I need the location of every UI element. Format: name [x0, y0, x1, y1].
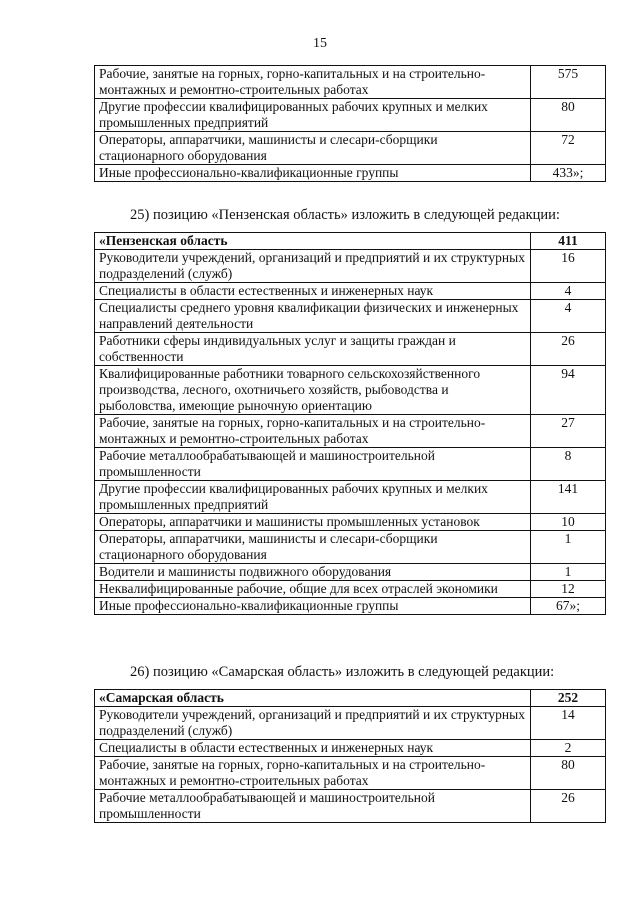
amendment-paragraph-26: 26) позицию «Самарская область» изложить в следующей редакции:: [130, 664, 555, 680]
table-row: [95, 250, 606, 283]
table-row: [95, 757, 606, 790]
region-total: 411: [531, 233, 606, 250]
region-name: «Самарская область: [95, 690, 531, 707]
samara-region-table: [94, 689, 606, 823]
table-row: [95, 564, 606, 581]
row-value: 4: [531, 300, 606, 333]
row-label: Специалисты в области естественных и инженерных наук: [95, 283, 531, 300]
row-value: 141: [531, 481, 606, 514]
row-value: 26: [531, 790, 606, 823]
row-value: 575: [531, 66, 606, 99]
row-value: 10: [531, 514, 606, 531]
table-row: [95, 132, 606, 165]
table-row: [95, 790, 606, 823]
table-row: [95, 598, 606, 615]
row-value: 27: [531, 415, 606, 448]
row-value: 94: [531, 366, 606, 415]
table-row: [95, 514, 606, 531]
row-label: Иные профессионально-квалификационные группы: [95, 598, 531, 615]
continued-table: [94, 65, 606, 182]
penza-region-table: [94, 232, 606, 615]
table-row: [95, 283, 606, 300]
row-label: Рабочие металлообрабатывающей и машиностроительной промышленности: [95, 790, 531, 823]
table-row: [95, 481, 606, 514]
row-label: Квалифицированные работники товарного сельскохозяйственного производства, лесного, охотничьего хозяйств, рыбоводства и рыболовства, имеющие рыночную ориентацию: [95, 366, 531, 415]
row-label: Рабочие, занятые на горных, горно-капитальных и на строительно-монтажных и ремонтно-строительных работах: [95, 66, 531, 99]
table-row: [95, 581, 606, 598]
table-row: [95, 707, 606, 740]
row-value: 2: [531, 740, 606, 757]
table-row: [95, 66, 606, 99]
row-label: Другие профессии квалифицированных рабочих крупных и мелких промышленных предприятий: [95, 99, 531, 132]
amendment-paragraph-25: 25) позицию «Пензенская область» изложить в следующей редакции:: [130, 207, 560, 223]
row-value: 16: [531, 250, 606, 283]
row-label: Рабочие, занятые на горных, горно-капитальных и на строительно-монтажных и ремонтно-строительных работах: [95, 757, 531, 790]
page-number: 15: [313, 36, 327, 51]
row-label: Другие профессии квалифицированных рабочих крупных и мелких промышленных предприятий: [95, 481, 531, 514]
table-row: [95, 333, 606, 366]
row-label: Операторы, аппаратчики и машинисты промышленных установок: [95, 514, 531, 531]
row-label: Операторы, аппаратчики, машинисты и слесари-сборщики стационарного оборудования: [95, 531, 531, 564]
table-row: [95, 300, 606, 333]
row-label: Иные профессионально-квалификационные группы: [95, 165, 531, 182]
row-value: 4: [531, 283, 606, 300]
table-row: [95, 165, 606, 182]
table-row: [95, 415, 606, 448]
table-row: [95, 448, 606, 481]
row-label: Специалисты в области естественных и инженерных наук: [95, 740, 531, 757]
row-value: 433»;: [531, 165, 606, 182]
table-row: [95, 366, 606, 415]
row-value: 14: [531, 707, 606, 740]
table-row: [95, 99, 606, 132]
row-label: Руководители учреждений, организаций и предприятий и их структурных подразделений (служб): [95, 707, 531, 740]
region-name: «Пензенская область: [95, 233, 531, 250]
row-value: 80: [531, 99, 606, 132]
table-row: [95, 531, 606, 564]
row-label: Работники сферы индивидуальных услуг и защиты граждан и собственности: [95, 333, 531, 366]
row-value: 67»;: [531, 598, 606, 615]
table-row: [95, 740, 606, 757]
row-value: 1: [531, 531, 606, 564]
row-value: 12: [531, 581, 606, 598]
row-value: 72: [531, 132, 606, 165]
region-total: 252: [531, 690, 606, 707]
row-label: Специалисты среднего уровня квалификации физических и инженерных направлений деятельности: [95, 300, 531, 333]
row-label: Рабочие, занятые на горных, горно-капитальных и на строительно-монтажных и ремонтно-строительных работах: [95, 415, 531, 448]
row-value: 1: [531, 564, 606, 581]
row-label: Рабочие металлообрабатывающей и машиностроительной промышленности: [95, 448, 531, 481]
table-header-row: [95, 233, 606, 250]
row-value: 80: [531, 757, 606, 790]
row-label: Неквалифицированные рабочие, общие для всех отраслей экономики: [95, 581, 531, 598]
row-value: 8: [531, 448, 606, 481]
row-label: Руководители учреждений, организаций и предприятий и их структурных подразделений (служб): [95, 250, 531, 283]
row-label: Водители и машинисты подвижного оборудования: [95, 564, 531, 581]
row-label: Операторы, аппаратчики, машинисты и слесари-сборщики стационарного оборудования: [95, 132, 531, 165]
table-header-row: [95, 690, 606, 707]
row-value: 26: [531, 333, 606, 366]
